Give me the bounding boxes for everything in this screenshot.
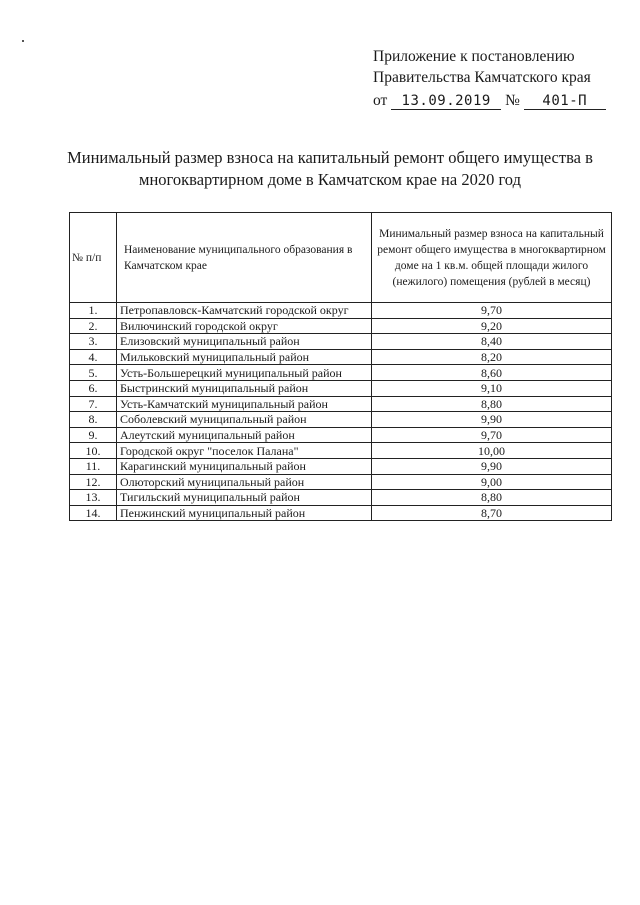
row-rate: 8,80 <box>372 396 612 412</box>
row-rate: 9,70 <box>372 303 612 319</box>
row-municipality: Олюторский муниципальный район <box>117 474 372 490</box>
row-municipality: Быстринский муниципальный район <box>117 380 372 396</box>
table-row <box>70 349 612 365</box>
row-number: 12. <box>70 474 117 490</box>
table-row <box>70 318 612 334</box>
appendix-header <box>373 46 613 111</box>
title-line-1: Минимальный размер взноса на капитальный ремонт общего имущества в <box>67 148 593 167</box>
row-rate: 9,20 <box>372 318 612 334</box>
row-rate: 8,40 <box>372 334 612 350</box>
header-rate: Минимальный размер взноса на капитальный ремонт общего имущества в многоквартирном доме на 1 кв.м. общей площади жилого (нежилого) помещения (рублей в месяц) <box>372 213 612 303</box>
scan-speck <box>22 40 24 42</box>
row-municipality: Соболевский муниципальный район <box>117 412 372 428</box>
row-number: 6. <box>70 380 117 396</box>
resolution-number: 401-П <box>524 94 606 110</box>
document-title <box>60 147 600 191</box>
header-municipality: Наименование муниципального образования в Камчатском крае <box>117 213 372 303</box>
row-number: 14. <box>70 505 117 521</box>
title-line-2: многоквартирном доме в Камчатском крае на 2020 год <box>139 170 521 189</box>
resolution-date: 13.09.2019 <box>391 94 501 110</box>
row-municipality: Мильковский муниципальный район <box>117 349 372 365</box>
row-municipality: Усть-Большерецкий муниципальный район <box>117 365 372 381</box>
row-number: 11. <box>70 458 117 474</box>
row-number: 3. <box>70 334 117 350</box>
row-rate: 9,90 <box>372 458 612 474</box>
row-number: 5. <box>70 365 117 381</box>
row-rate: 8,80 <box>372 490 612 506</box>
row-rate: 10,00 <box>372 443 612 459</box>
row-municipality: Вилючинский городской округ <box>117 318 372 334</box>
row-municipality: Петропавловск-Камчатский городской округ <box>117 303 372 319</box>
table-row <box>70 412 612 428</box>
row-number: 7. <box>70 396 117 412</box>
row-rate: 9,90 <box>372 412 612 428</box>
row-municipality: Карагинский муниципальный район <box>117 458 372 474</box>
row-rate: 8,60 <box>372 365 612 381</box>
table-header-row <box>70 213 612 303</box>
row-number: 10. <box>70 443 117 459</box>
row-municipality: Пенжинский муниципальный район <box>117 505 372 521</box>
row-municipality: Городской округ "поселок Палана" <box>117 443 372 459</box>
table-row <box>70 396 612 412</box>
row-number: 13. <box>70 490 117 506</box>
row-number: 1. <box>70 303 117 319</box>
row-number: 2. <box>70 318 117 334</box>
appendix-reference <box>373 90 613 111</box>
table-row <box>70 334 612 350</box>
row-rate: 8,20 <box>372 349 612 365</box>
row-number: 4. <box>70 349 117 365</box>
row-municipality: Елизовский муниципальный район <box>117 334 372 350</box>
table-row <box>70 505 612 521</box>
contribution-rates-table <box>69 212 612 521</box>
table-row <box>70 474 612 490</box>
table-row <box>70 303 612 319</box>
row-municipality: Усть-Камчатский муниципальный район <box>117 396 372 412</box>
from-label: от <box>373 92 388 109</box>
table-row <box>70 365 612 381</box>
appendix-line-2: Правительства Камчатского края <box>373 69 591 86</box>
table-row <box>70 427 612 443</box>
table-row <box>70 380 612 396</box>
row-rate: 8,70 <box>372 505 612 521</box>
row-rate: 9,00 <box>372 474 612 490</box>
row-rate: 9,70 <box>372 427 612 443</box>
row-number: 9. <box>70 427 117 443</box>
table-row <box>70 458 612 474</box>
row-municipality: Тигильский муниципальный район <box>117 490 372 506</box>
table-body <box>70 303 612 521</box>
header-number: № п/п <box>70 213 117 303</box>
appendix-line-1: Приложение к постановлению <box>373 48 575 65</box>
row-rate: 9,10 <box>372 380 612 396</box>
row-number: 8. <box>70 412 117 428</box>
number-label: № <box>505 92 520 109</box>
row-municipality: Алеутский муниципальный район <box>117 427 372 443</box>
table-row <box>70 490 612 506</box>
table-row <box>70 443 612 459</box>
